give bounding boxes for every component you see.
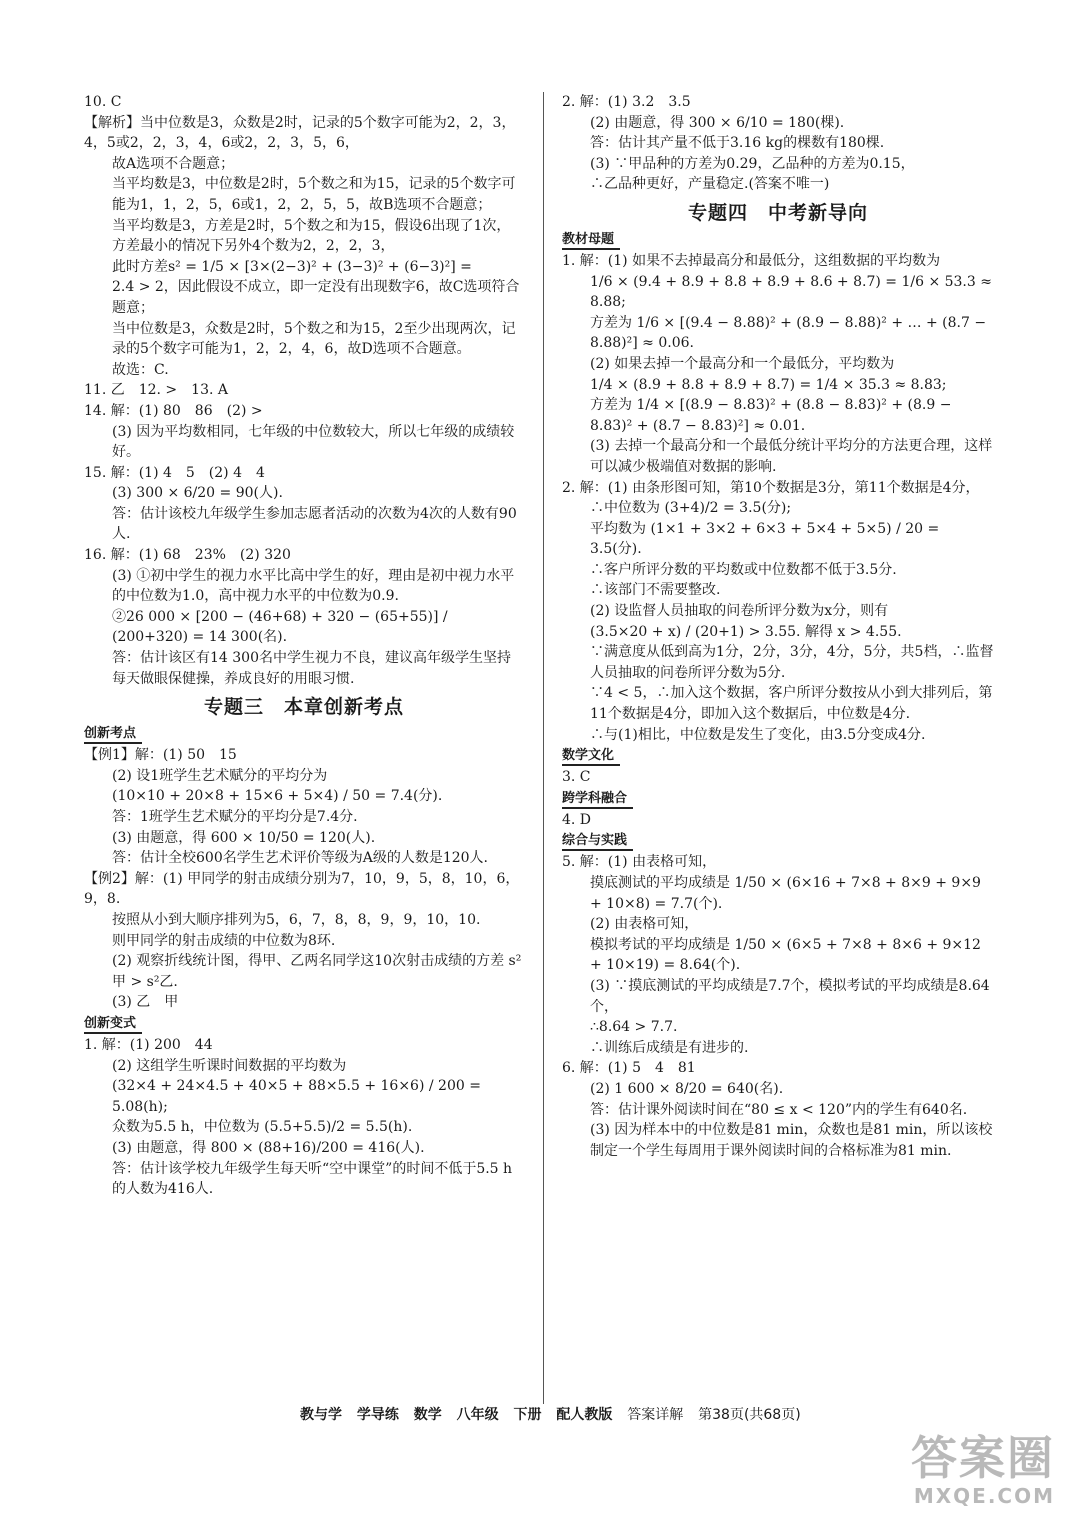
answer-line: (2) 由表格可知， [590, 916, 699, 933]
answer-line: ∴训练后成绩是有进步的. [590, 1039, 749, 1056]
subsection-tag-row [562, 830, 994, 852]
answer-line: (2) 设监督人员抽取的问卷所评分数为x分，则有 [590, 603, 889, 620]
answer-line: 2.4 > 2，因此假设不成立，即一定没有出现数字6，故C选项符合题意； [112, 279, 520, 316]
page-footer [300, 1404, 860, 1424]
answer-line: 方差为 1/6 × [(9.4 − 8.88)² + (8.9 − 8.88)² + … + (8.7 − 8.88)²] ≈ 0.06. [590, 314, 991, 352]
watermark-url: MXQE.COM [913, 1484, 1055, 1508]
answer-line: 则甲同学的射击成绩的中位数为8环. [112, 932, 336, 949]
answer-line: 故A选项不合题意； [112, 155, 235, 172]
answer-line: 4. D [562, 811, 592, 828]
answer-line: (3) 300 × 6/20 = 90(人). [112, 485, 283, 502]
right-column [562, 92, 997, 1161]
answer-line: 16. 解：(1) 68 23% (2) 320 [84, 547, 291, 564]
answer-line: 答：估计全校600名学生艺术评价等级为A级的人数是120人. [112, 850, 489, 867]
answer-line: 当中位数是3，众数是2时，5个数之和为15，2至少出现两次，记录的5个数字可能为1，2，2，4，6，故D选项不合题意。 [112, 320, 516, 358]
footer-section: 答案详解 [627, 1407, 684, 1423]
subsection-tag: 创新考点 [84, 725, 142, 744]
footer-series: 学导练 [356, 1407, 399, 1423]
footer-grade: 八年级 [456, 1407, 499, 1423]
answer-line: 当平均数是3，中位数是2时，5个数之和为15，记录的5个数字可能为1，1，2，5，6或1，2，2，5，5，故B选项不合题意； [112, 176, 516, 213]
answer-line: 1. 解：(1) 如果不去掉最高分和最低分，这组数据的平均数为 [562, 252, 941, 269]
answer-line: 摸底测试的平均成绩是 1/50 × (6×16 + 7×8 + 8×9 + 9×9 + 10×8) = 7.7(个). [590, 875, 986, 912]
footer-page-number: 第38页(共68页) [698, 1407, 801, 1423]
subsection-tag-row [84, 723, 524, 745]
answer-line: (3) 由题意，得 800 × (88+16)/200 = 416(人). [112, 1139, 425, 1156]
subsection-tag-row [562, 745, 994, 767]
answer-line: 15. 解：(1) 4 5 (2) 4 4 [84, 464, 265, 481]
answer-line: 6. 解：(1) 5 4 81 [562, 1060, 696, 1077]
answer-line: ∴8.64 > 7.7. [590, 1019, 678, 1036]
answer-line: 此时方差s² = 1/5 × [3×(2−3)² + (3−3)² + (6−3)²] = [112, 258, 472, 275]
answer-line: 3. C [562, 769, 591, 786]
answer-line: 14. 解：(1) 80 86 (2) > [84, 402, 263, 419]
answer-line: (2) 1 600 × 8/20 = 640(名). [590, 1080, 784, 1097]
answer-line: 当平均数是3，方差是2时，5个数之和为15，假设6出现了1次，方差最小的情况下另外4个数为2，2，2，3， [112, 217, 511, 255]
answer-line: (3) 因为平均数相同，七年级的中位数较大，所以七年级的成绩较好。 [112, 423, 515, 461]
answer-line: 答：1班学生艺术赋分的平均分是7.4分. [112, 809, 358, 825]
answer-line: 模拟考试的平均成绩是 1/50 × (6×5 + 7×8 + 8×6 + 9×12 + 10×19) = 8.64(个). [590, 936, 986, 974]
left-column [84, 92, 524, 1200]
answer-line: ∴与(1)相比，中位数是发生了变化，由3.5分变成4分. [590, 726, 926, 743]
subsection-tag: 创新变式 [84, 1015, 142, 1034]
answer-line: ∴该部门不需要整改. [590, 582, 721, 599]
answer-line: (3.5×20 + x) / (20+1) > 3.55. 解得 x > 4.55. [590, 623, 902, 640]
answer-line: 答：估计该校九年级学生参加志愿者活动的次数为4次的人数有90人. [112, 505, 517, 543]
subsection-tag: 教材母题 [562, 231, 620, 250]
watermark-logo [875, 1432, 1055, 1522]
answer-line: 5. 解：(1) 由表格可知， [562, 854, 717, 871]
answer-line: (2) 这组学生听课时间数据的平均数为 [112, 1057, 347, 1074]
answer-line: (3) 乙 甲 [112, 994, 179, 1011]
answer-line: 1/4 × (8.9 + 8.8 + 8.9 + 8.7) = 1/4 × 35.3 ≈ 8.83; [590, 376, 947, 393]
subsection-tag-row [562, 788, 994, 810]
answer-line: (2) 由题意，得 300 × 6/10 = 180(棵). [590, 114, 845, 131]
answer-line: 【例2】解：(1) 甲同学的射击成绩分别为7，10，9，5，8，10，6，9，8. [84, 870, 520, 908]
answer-line: 平均数为 (1×1 + 3×2 + 6×3 + 5×4 + 5×5) / 20 = 3.5(分). [590, 520, 944, 558]
section-heading: 专题四 中考新导向 [687, 201, 868, 224]
answer-line: ②26 000 × [200 − (46+68) + 320 − (65+55)] / (200+320) = 14 300(名). [112, 608, 453, 646]
footer-edition: 配人教版 [556, 1407, 613, 1423]
answer-line: (32×4 + 24×4.5 + 40×5 + 88×5.5 + 16×6) / 200 = 5.08(h); [112, 1078, 486, 1115]
footer-brand: 教与学 [300, 1407, 342, 1423]
answer-line: (3) 由题意，得 600 × 10/50 = 120(人). [112, 829, 376, 846]
answer-line: ∵4 < 5，∴加入这个数据，客户所评分数按从小到大排列后，第11个数据是4分，即加入这个数据后，中位数是4分. [590, 685, 993, 723]
answer-line: 众数为5.5 h，中位数为 (5.5+5.5)/2 = 5.5(h). [112, 1119, 413, 1136]
footer-volume: 下册 [513, 1407, 542, 1423]
answer-line: 答：估计课外阅读时间在“80 ≤ x < 120”内的学生有640名. [590, 1101, 968, 1118]
answer-line: 答：估计该学校九年级学生每天听“空中课堂”的时间不低于5.5 h的人数为416人. [112, 1160, 513, 1198]
answer-line: 答：估计该区有14 300名中学生视力不良，建议高年级学生坚持每天做眼保健操，养成良好的用眼习惯. [112, 650, 511, 687]
answer-line: 答：估计其产量不低于3.16 kg的棵数有180棵. [590, 135, 885, 152]
answer-line: (3) 因为样本中的中位数是81 min，众数也是81 min，所以该校制定一个学生每周用于课外阅读时间的合格标准为81 min. [590, 1122, 993, 1159]
answer-line: 1/6 × (9.4 + 8.9 + 8.8 + 8.9 + 8.6 + 8.7) = 1/6 × 53.3 ≈ 8.88; [590, 273, 997, 311]
answer-line: 11. 乙 12. > 13. A [84, 382, 228, 399]
answer-line: 1. 解：(1) 200 44 [84, 1036, 213, 1053]
answer-line: 2. 解：(1) 由条形图可知，第10个数据是3分，第11个数据是4分， [562, 479, 980, 496]
answer-line: ∵满意度从低到高为1分，2分，3分，4分，5分，共5档，∴监督人员抽取的问卷所评分数为5分. [590, 644, 994, 681]
subsection-tag-row [84, 1013, 524, 1035]
answer-line: (3) 去掉一个最高分和一个最低分统计平均分的方法更合理，这样可以减少极端值对数据的影响. [590, 438, 993, 475]
answer-line: ∴客户所评分数的平均数或中位数都不低于3.5分. [590, 561, 897, 578]
answer-line: ∴乙品种更好，产量稳定.(答案不唯一) [590, 176, 830, 193]
answer-line: ∴中位数为 (3+4)/2 = 3.5(分); [590, 500, 792, 517]
section-heading: 专题三 本章创新考点 [203, 696, 404, 719]
footer-subject: 数学 [413, 1407, 442, 1423]
answer-line: (2) 观察折线统计图，得甲、乙两名同学这10次射击成绩的方差 s²甲 > s²乙. [112, 953, 522, 990]
subsection-tag-row [562, 229, 994, 251]
column-divider [543, 92, 544, 1404]
answer-line: 10. C [84, 94, 122, 110]
answer-line: 2. 解：(1) 3.2 3.5 [562, 94, 691, 110]
answer-line: (2) 如果去掉一个最高分和一个最低分，平均数为 [590, 355, 895, 372]
answer-line: (3) ∵摸底测试的平均成绩是7.7个，模拟考试的平均成绩是8.64个， [590, 977, 990, 1015]
answer-line: (3) ∵甲品种的方差为0.29，乙品种的方差为0.15， [590, 155, 915, 172]
subsection-tag: 综合与实践 [562, 832, 633, 851]
answer-line: 【例1】解：(1) 50 15 [84, 747, 237, 764]
watermark-text: 答案圈 [911, 1431, 1055, 1485]
answer-line: (3) ①初中学生的视力水平比高中学生的好，理由是初中视力水平的中位数为1.0，高中视力水平的中位数为0.9. [112, 567, 515, 605]
answer-line: 故选：C. [112, 361, 169, 378]
answer-line: 方差为 1/4 × [(8.9 − 8.83)² + (8.8 − 8.83)² + (8.9 − 8.83)² + (8.7 − 8.83)²] ≈ 0.01. [590, 397, 956, 434]
answer-line: 【解析】当中位数是3，众数是2时，记录的5个数字可能为2，2，3，4，5或2，2，3，4，6或2，2，3，5，6， [84, 114, 516, 152]
answer-line: (2) 设1班学生艺术赋分的平均分为 [112, 767, 328, 784]
subsection-tag: 数学文化 [562, 747, 620, 766]
answer-line: 按照从小到大顺序排列为5，6，7，8，8，9，9，10，10. [112, 911, 481, 928]
subsection-tag: 跨学科融合 [562, 790, 633, 809]
answer-line: (10×10 + 20×8 + 15×6 + 5×4) / 50 = 7.4(分). [112, 788, 443, 805]
